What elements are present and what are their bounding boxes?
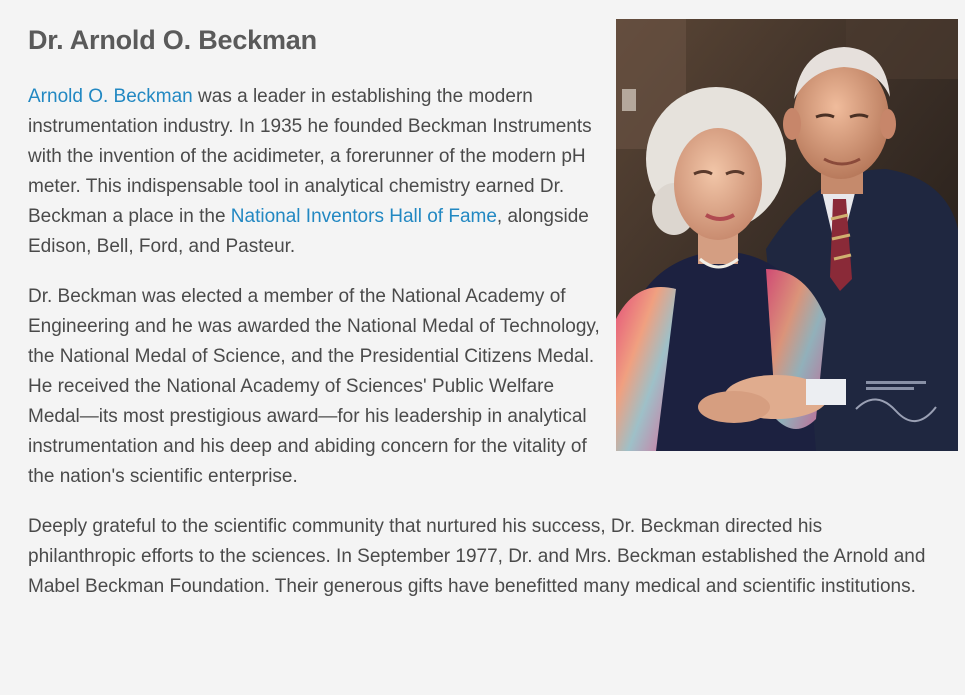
inventors-hall-of-fame-link[interactable]: National Inventors Hall of Fame [230, 206, 497, 227]
paragraph-foundation: Deeply grateful to the scientific community that nurtured his success, Dr. Beckman directed his philanthropic efforts to the sciences. In September 1977, Dr. and Mrs. Beckman established the Arnold and Mabel Beckman Foundation. Their generous gifts have benefitted many medical and scientific institutions. [28, 516, 926, 597]
paragraph-intro-text-a: was a leader in establishing the modern instrumentation industry. In 1935 he founded Beckman Instruments with the invention of the acidimeter, a forerunner of the modern pH meter. This indispensable tool in analytical chemistry earned Dr. Beckman a place in the [28, 86, 592, 227]
arnold-beckman-link[interactable]: Arnold O. Beckman [28, 86, 193, 107]
paragraph-intro-text-b: , alongside Edison, Bell, Ford, and Pasteur. [28, 206, 589, 257]
portrait-photo [616, 19, 958, 451]
paragraph-awards: Dr. Beckman was elected a member of the National Academy of Engineering and he was awarded the National Medal of Technology, the National Medal of Science, and the Presidential Citizens Medal. He received the National Academy of Sciences' Public Welfare Medal—its most prestigious award—for his leadership in analytical instrumentation and his deep and abiding concern for the vitality of the nation's scientific enterprise. [28, 286, 600, 487]
portrait-illustration [616, 19, 958, 451]
page-title: Dr. Arnold O. Beckman [28, 25, 317, 55]
